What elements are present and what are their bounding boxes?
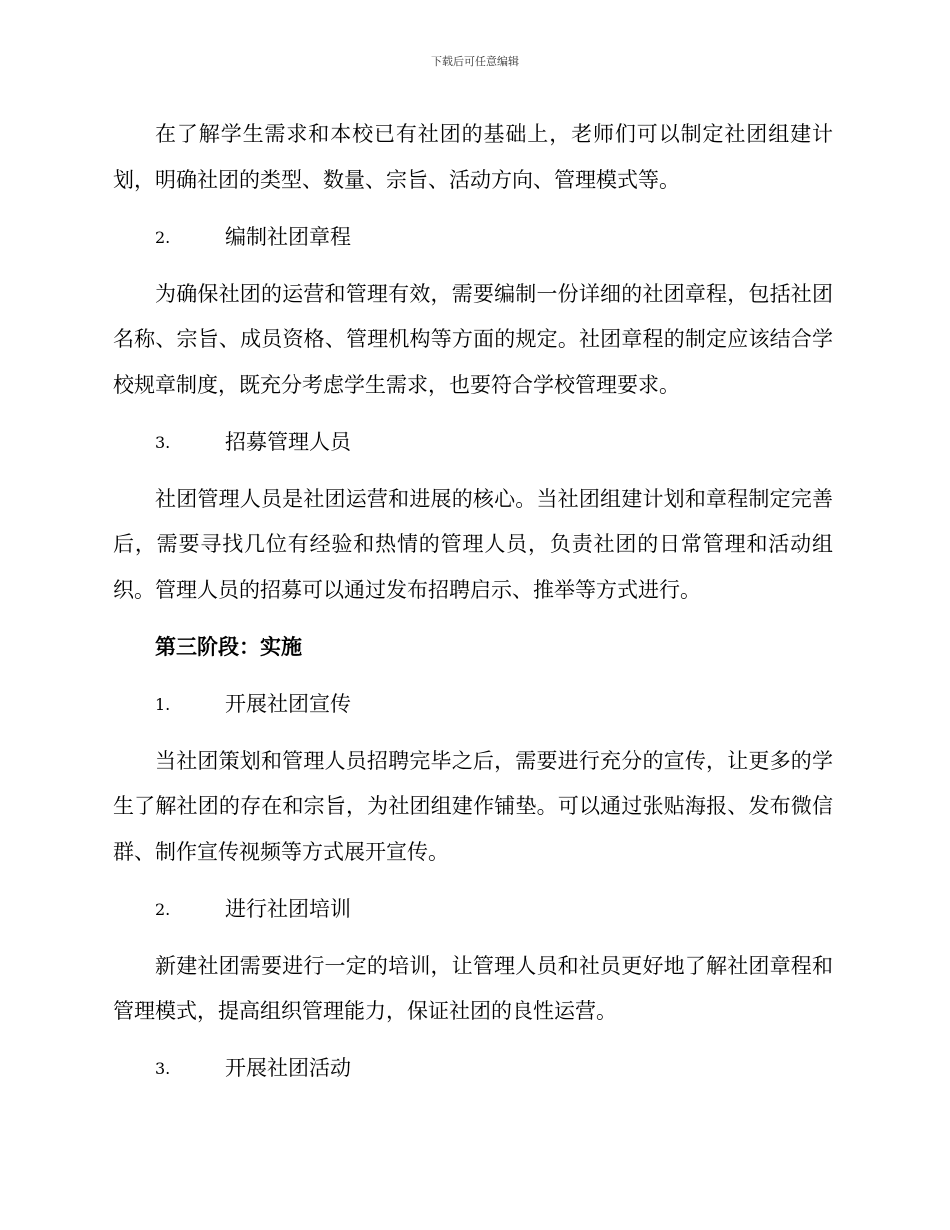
list-item-label: 编制社团章程 xyxy=(225,224,351,249)
list-item-recruit xyxy=(113,420,833,466)
list-item-label: 进行社团培训 xyxy=(225,896,351,921)
paragraph-training: 新建社团需要进行一定的培训，让管理人员和社员更好地了解社团章程和管理模式，提高组织管理能力，保证社团的良性运营。 xyxy=(113,953,833,1023)
list-item-number: 3. xyxy=(155,432,171,452)
paragraph-publicity: 当社团策划和管理人员招聘完毕之后，需要进行充分的宣传，让更多的学生了解社团的存在和宗旨，为社团组建作铺垫。可以通过张贴海报、发布微信群、制作宣传视频等方式展开宣传。 xyxy=(113,748,833,864)
list-item-charter xyxy=(113,215,833,261)
list-item-publicity xyxy=(113,682,833,728)
list-item-number: 3. xyxy=(155,1059,171,1078)
list-item-training xyxy=(113,887,833,933)
list-item-label: 招募管理人员 xyxy=(225,429,351,454)
paragraph-recruit: 社团管理人员是社团运营和进展的核心。当社团组建计划和章程制定完善后，需要寻找几位有经验和热情的管理人员，负责社团的日常管理和活动组织。管理人员的招募可以通过发布招聘启示、推举等方式进行。 xyxy=(113,486,833,602)
list-item-number: 2. xyxy=(155,227,171,247)
section-heading: 第三阶段：实施 xyxy=(155,634,302,659)
list-item-label: 开展社团宣传 xyxy=(225,691,351,716)
document-body xyxy=(113,112,833,1103)
page-header: 下载后可任意编辑 xyxy=(431,55,519,68)
list-item-number: 1. xyxy=(155,694,171,714)
list-item-number: 2. xyxy=(155,899,171,919)
paragraph-plan: 在了解学生需求和本校已有社团的基础上，老师们可以制定社团组建计划，明确社团的类型、数量、宗旨、活动方向、管理模式等。 xyxy=(113,122,833,192)
paragraph-charter: 为确保社团的运营和管理有效，需要编制一份详细的社团章程，包括社团名称、宗旨、成员资格、管理机构等方面的规定。社团章程的制定应该结合学校规章制度，既充分考虑学生需求，也要符合学校管理要求。 xyxy=(113,281,833,397)
list-item-activities xyxy=(113,1046,833,1092)
list-item-label: 开展社团活动 xyxy=(225,1056,351,1080)
